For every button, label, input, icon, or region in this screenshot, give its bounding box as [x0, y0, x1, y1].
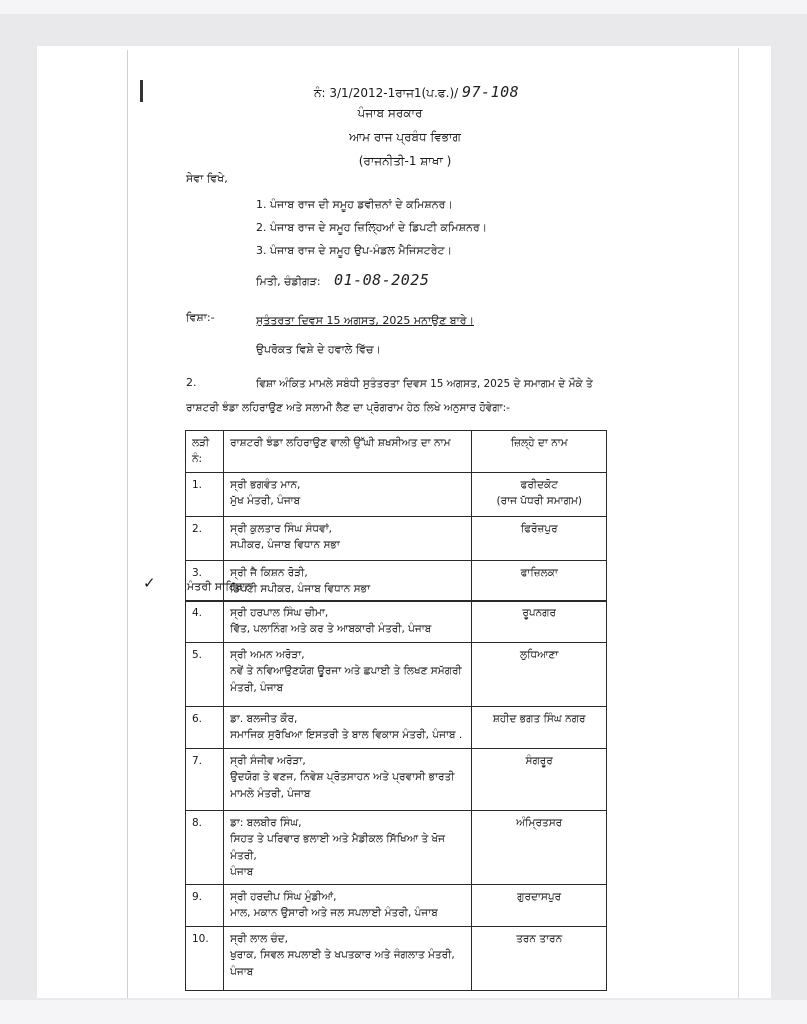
official-name: ਸ੍ਰੀ ਲਾਲ ਚੰਦ, [230, 933, 288, 946]
official-designation-cont: ਪੰਜਾਬ [230, 965, 254, 978]
header-district: ਜ਼ਿਲ੍ਹੇ ਦਾ ਨਾਮ [472, 431, 607, 473]
official-designation: ਸਿਹਤ ਤੇ ਪਰਿਵਾਰ ਭਲਾਈ ਅਤੇ ਮੈਡੀਕਲ ਸਿੱਖਿਆ ਤੇ ਖੋਜ ਮੰਤਰੀ, [230, 833, 446, 862]
header-serial: ਲੜੀ ਨੰ: [186, 431, 224, 473]
district-name: ਰੂਪਨਗਰ [472, 601, 607, 643]
official-designation: ਵਿੱਤ, ਪਲਾਨਿੰਗ ਅਤੇ ਕਰ ਤੇ ਆਬਕਾਰੀ ਮੰਤਰੀ, ਪੰਜਾਬ [230, 623, 432, 636]
government-title: ਪੰਜਾਬ ਸਰਕਾਰ [357, 106, 423, 120]
table-row [186, 707, 607, 749]
date-handwritten: 01-08-2025 [334, 271, 430, 289]
para-line-2: ਰਾਸ਼ਟਰੀ ਝੰਡਾ ਲਹਿਰਾਉਣ ਅਤੇ ਸਲਾਮੀ ਲੈਣ ਦਾ ਪ੍ਰੋਗਰਾਮ ਹੇਠ ਲਿਖੇ ਅਨੁਸਾਰ ਹੋਵੇਗਾ:- [186, 402, 510, 414]
row-number: 3. [186, 560, 224, 602]
date-label: ਮਿਤੀ, ਚੰਡੀਗੜ: [256, 275, 321, 288]
subject-label: ਵਿਸ਼ਾ:- [186, 311, 215, 324]
recipient-3: 3. ਪੰਜਾਬ ਰਾਜ ਦੇ ਸਮੂਹ ਉਪ-ਮੰਡਲ ਮੈਜਿਸਟਰੇਟ। [256, 244, 452, 257]
subject-text: ਸੁਤੰਤਰਤਾ ਦਿਵਸ 15 ਅਗਸਤ, 2025 ਮਨਾਉਣ ਬਾਰੇ। [256, 314, 475, 327]
header-name: ਰਾਸ਼ਟਰੀ ਝੰਡਾ ਲਹਿਰਾਉਣ ਵਾਲੀ ਉੱਘੀ ਸ਼ਖਸੀਅਤ ਦਾ ਨਾਮ [224, 431, 472, 473]
recipient-2: 2. ਪੰਜਾਬ ਰਾਜ ਦੇ ਸਮੂਹ ਜ਼ਿਲ੍ਹਿਆਂ ਦੇ ਡਿਪਟੀ ਕਮਿਸ਼ਨਰ। [256, 221, 488, 234]
district-name: ਫਰੀਦਕੋਟ [520, 478, 558, 491]
row-number: 7. [186, 749, 224, 811]
district-name: ਤਰਨ ਤਾਰਨ [472, 927, 607, 991]
recipient-1: 1. ਪੰਜਾਬ ਰਾਜ ਦੀ ਸਮੂਹ ਡਵੀਜ਼ਨਾਂ ਦੇ ਕਮਿਸ਼ਨਰ। [256, 198, 453, 211]
official-designation: ਸਮਾਜਿਕ ਸੁਰੱਖਿਆ ਇਸਤਰੀ ਤੇ ਬਾਲ ਵਿਕਾਸ ਮੰਤਰੀ, ਪੰਜਾਬ . [230, 729, 463, 742]
branch-title: (ਰਾਜਨੀਤੀ-1 ਸ਼ਾਖਾ ) [358, 154, 452, 168]
row-name [224, 927, 472, 991]
district-note: (ਰਾਜ ਪੱਧਰੀ ਸਮਾਗਮ) [496, 494, 582, 507]
official-designation: ਸਪੀਕਰ, ਪੰਜਾਬ ਵਿਧਾਨ ਸਭਾ [230, 538, 340, 551]
table-row [186, 601, 607, 643]
district-name: ਲੁਧਿਆਣਾ [472, 643, 607, 707]
margin-mark [140, 80, 143, 102]
official-name: ਸ੍ਰੀ ਹਰਪਾਲ ਸਿੰਘ ਚੀਮਾ, [230, 607, 329, 619]
officials-table-1 [185, 430, 607, 602]
official-name: ਡਾ. ਬਲਜੀਤ ਕੌਰ, [230, 713, 298, 725]
official-name: ਸ੍ਰੀ ਅਮਨ ਅਰੋੜਾ, [230, 649, 305, 661]
table-row [186, 643, 607, 707]
row-name [224, 472, 472, 516]
official-designation: ਉਦਯੋਗ ਤੇ ਵਣਜ, ਨਿਵੇਸ਼ ਪ੍ਰੋਤਸਾਹਨ ਅਤੇ ਪ੍ਰਵਾਸੀ ਭਾਰਤੀ [230, 771, 455, 784]
table-row [186, 885, 607, 927]
official-name: ਸ੍ਰੀ ਹਰਦੀਪ ਸਿੰਘ ਮੁੰਡੀਆਂ, [230, 891, 337, 904]
page-edge-line [738, 48, 739, 998]
row-number: 5. [186, 643, 224, 707]
official-name: ਡਾ: ਬਲਬੀਰ ਸਿੰਘ, [230, 817, 302, 829]
para-number: 2. [186, 376, 197, 389]
row-district [472, 516, 607, 560]
row-name [224, 811, 472, 885]
to-label: ਸੇਵਾ ਵਿਖੇ, [186, 172, 228, 185]
district-name: ਗੁਰਦਾਸਪੁਰ [472, 885, 607, 927]
reference-printed: ਨੰ: 3/1/2012-1ਰਾਜ1(ਪ.ਫ.)/ [314, 86, 459, 100]
viewer-bottom-bar [0, 1000, 807, 1024]
reference-number [314, 83, 519, 101]
official-designation: ਖੁਰਾਕ, ਸਿਵਲ ਸਪਲਾਈ ਤੇ ਖਪਤਕਾਰ ਅਤੇ ਜੰਗਲਾਤ ਮੰਤਰੀ, [230, 949, 455, 962]
check-mark-icon: ✓ [143, 574, 156, 592]
row-number: 6. [186, 707, 224, 749]
row-number: 9. [186, 885, 224, 927]
department-title: ਆਮ ਰਾਜ ਪ੍ਰਬੰਧ ਵਿਭਾਗ [349, 130, 461, 144]
row-number: 2. [186, 516, 224, 560]
row-name [224, 601, 472, 643]
table-row [186, 749, 607, 811]
official-designation-cont: ਮਾਮਲੇ ਮੰਤਰੀ, ਪੰਜਾਬ [230, 787, 311, 800]
district-name: ਸੰਗਰੂਰ [472, 749, 607, 811]
row-number: 10. [186, 927, 224, 991]
row-district [472, 560, 607, 602]
officials-table-2 [185, 600, 607, 991]
row-number: 4. [186, 601, 224, 643]
para-line-1: ਵਿਸ਼ਾ ਅੰਕਿਤ ਮਾਮਲੇ ਸਬੰਧੀ ਸੁਤੰਤਰਤਾ ਦਿਵਸ 15 ਅਗਸਤ, 2025 ਦੇ ਸਮਾਗਮ ਦੇ ਮੌਕੇ ਤੇ [256, 378, 593, 390]
table-row [186, 927, 607, 991]
row-name [224, 885, 472, 927]
row-number: 8. [186, 811, 224, 885]
page-margin-line [127, 50, 128, 998]
official-designation-cont: ਮੰਤਰੀ, ਪੰਜਾਬ [230, 681, 284, 694]
official-name: ਸ੍ਰੀ ਸੰਜੀਵ ਅਰੋੜਾ, [230, 755, 306, 767]
row-name [224, 643, 472, 707]
official-designation: ਮੁੱਖ ਮੰਤਰੀ, ਪੰਜਾਬ [230, 494, 301, 507]
row-name [224, 707, 472, 749]
viewer-top-bar [0, 0, 807, 14]
reference-handwritten: 97-108 [462, 83, 520, 101]
date-line [256, 271, 429, 289]
row-name [224, 560, 472, 602]
official-designation-cont: ਪੰਜਾਬ [230, 865, 254, 878]
official-designation: ਡਿਪਟੀ ਸਪੀਕਰ, ਪੰਜਾਬ ਵਿਧਾਨ ਸਭਾ [230, 582, 371, 595]
section-label: ਮੰਤਰੀ ਸਾਹਿਬਾਨ [187, 580, 253, 593]
row-district [472, 472, 607, 516]
row-number: 1. [186, 472, 224, 516]
table-row [186, 472, 607, 516]
row-name [224, 516, 472, 560]
district-name: ਫਿਰੋਜ਼ਪੁਰ [520, 522, 558, 535]
official-name: ਸ੍ਰੀ ਕੁਲਤਾਰ ਸਿੰਘ ਸੰਧਵਾਂ, [230, 522, 333, 535]
district-name: ਅੰਮ੍ਰਿਤਸਰ [472, 811, 607, 885]
official-designation: ਮਾਲ, ਮਕਾਨ ਉਸਾਰੀ ਅਤੇ ਜਲ ਸਪਲਾਈ ਮੰਤਰੀ, ਪੰਜਾਬ [230, 907, 438, 920]
reference-line: ਉਪਰੋਕਤ ਵਿਸ਼ੇ ਦੇ ਹਵਾਲੇ ਵਿੱਚ। [256, 343, 381, 356]
table-row [186, 811, 607, 885]
official-designation: ਨਵੇਂ ਤੇ ਨਵਿਆਉਣਯੋਗ ਊਰਜਾ ਅਤੇ ਛਪਾਈ ਤੇ ਲਿਖਣ ਸਮੱਗਰੀ [230, 665, 462, 678]
table-row [186, 516, 607, 560]
official-name: ਸ੍ਰੀ ਭਗਵੰਤ ਮਾਨ, [230, 478, 301, 491]
district-name: ਸ਼ਹੀਦ ਭਗਤ ਸਿੰਘ ਨਗਰ [472, 707, 607, 749]
district-name: ਫਾਜ਼ਿਲਕਾ [520, 566, 558, 579]
row-name [224, 749, 472, 811]
official-name: ਸ੍ਰੀ ਜੈ ਕਿਸ਼ਨ ਰੋੜੀ, [230, 566, 308, 579]
table-header-row [186, 431, 607, 473]
